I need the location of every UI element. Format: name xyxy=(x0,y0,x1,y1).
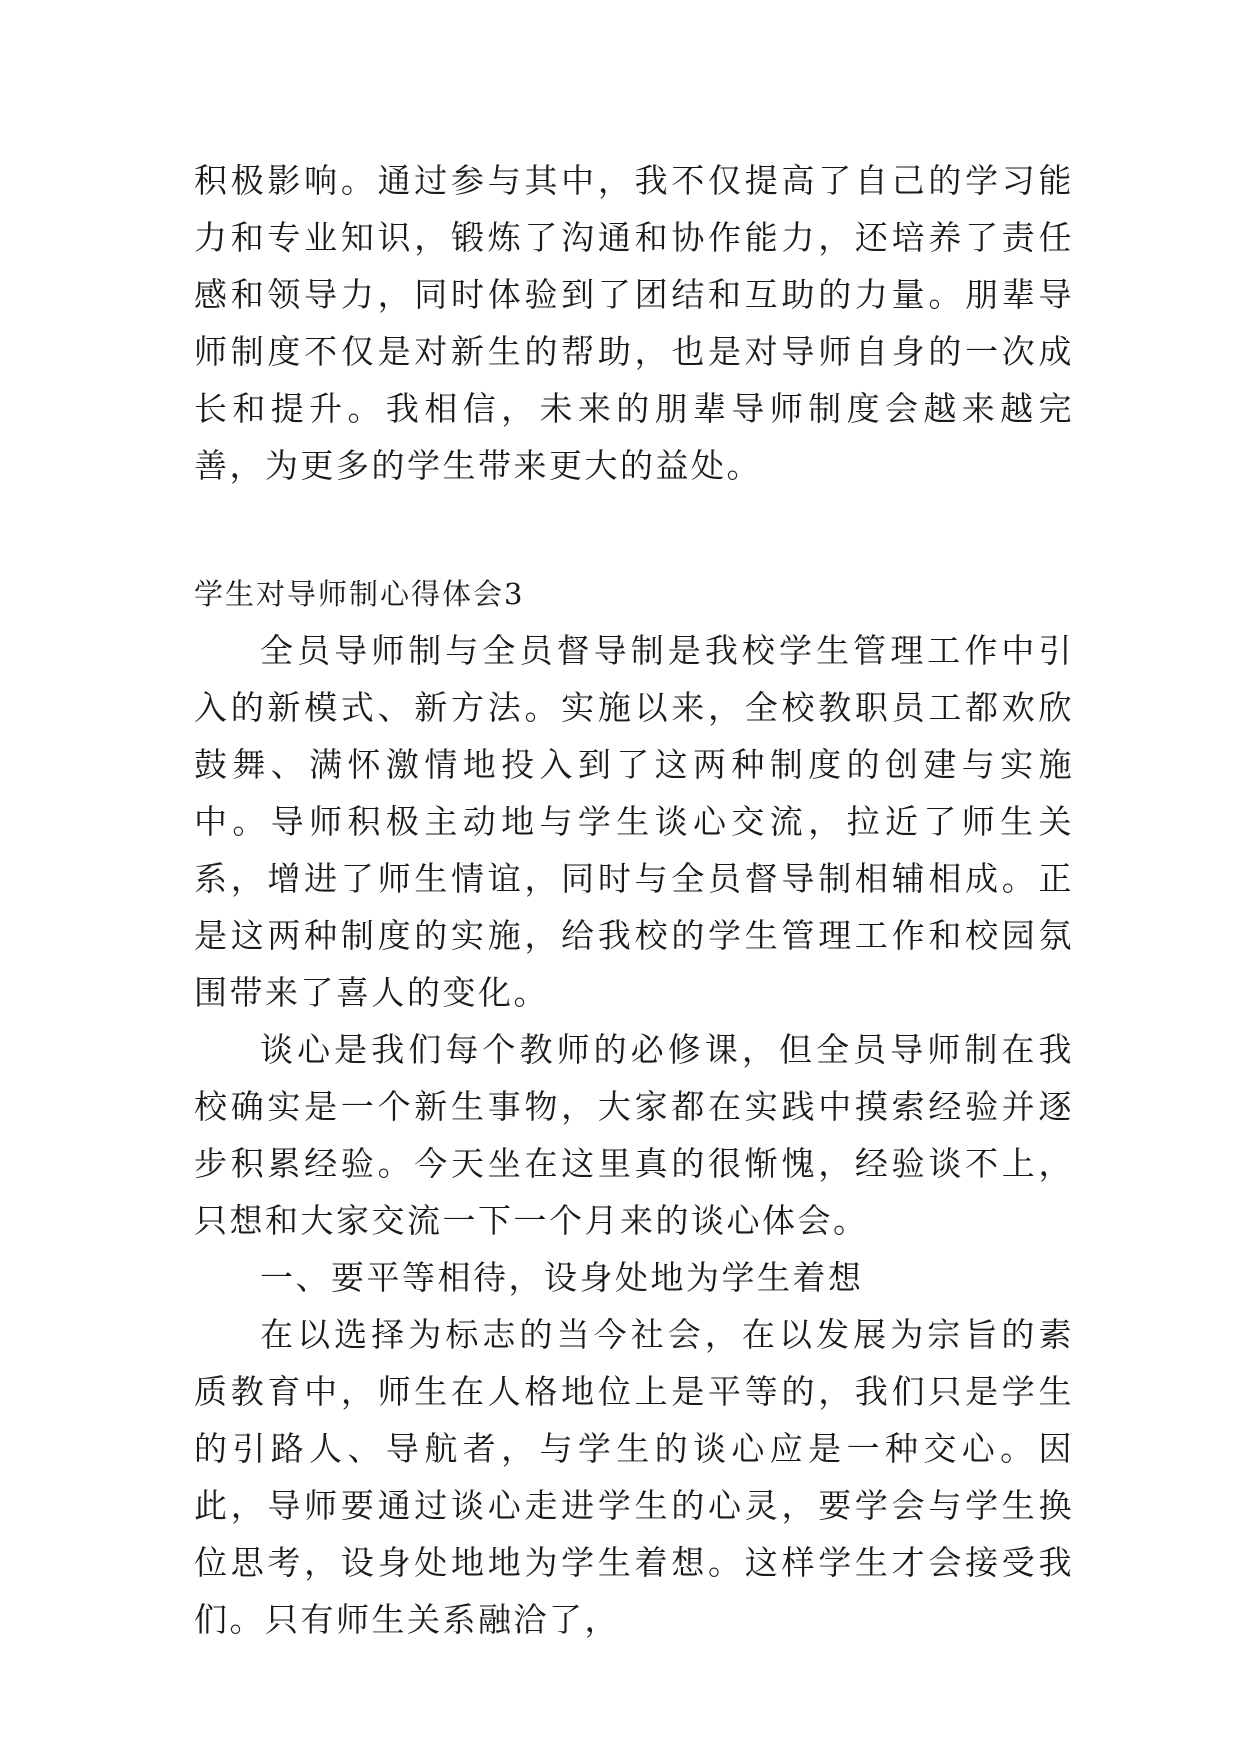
subheading-equal-treatment: 一、要平等相待，设身处地为学生着想 xyxy=(260,1258,864,1297)
paragraph-talk: 谈心是我们每个教师的必修课，但全员导师制在我校确实是一个新生事物，大家都在实践中摸索经验并逐步积累经验。今天坐在这里真的很惭愧，经验谈不上，只想和大家交流一下一个月来的谈心体会。 xyxy=(194,1030,1074,1240)
main-section xyxy=(194,622,1074,1648)
continuation-paragraph: 积极影响。通过参与其中，我不仅提高了自己的学习能力和专业知识，锻炼了沟通和协作能力，还培养了责任感和领导力，同时体验到了团结和互助的力量。朋辈导师制度不仅是对新生的帮助，也是对导师自身的一次成长和提升。我相信，未来的朋辈导师制度会越来越完善，为更多的学生带来更大的益处。 xyxy=(194,161,1074,485)
continuation-section xyxy=(194,152,1074,494)
section-heading: 学生对导师制心得体会3 xyxy=(194,577,525,611)
paragraph-intro: 全员导师制与全员督导制是我校学生管理工作中引入的新模式、新方法。实施以来，全校教职员工都欢欣鼓舞、满怀激情地投入到了这两种制度的创建与实施中。导师积极主动地与学生谈心交流，拉近了师生关系，增进了师生情谊，同时与全员督导制相辅相成。正是这两种制度的实施，给我校的学生管理工作和校园氛围带来了喜人的变化。 xyxy=(194,631,1074,1012)
paragraph-equality: 在以选择为标志的当今社会，在以发展为宗旨的素质教育中，师生在人格地位上是平等的，我们只是学生的引路人、导航者，与学生的谈心应是一种交心。因此，导师要通过谈心走进学生的心灵，要学会与学生换位思考，设身处地地为学生着想。这样学生才会接受我们。只有师生关系融洽了， xyxy=(194,1315,1074,1639)
